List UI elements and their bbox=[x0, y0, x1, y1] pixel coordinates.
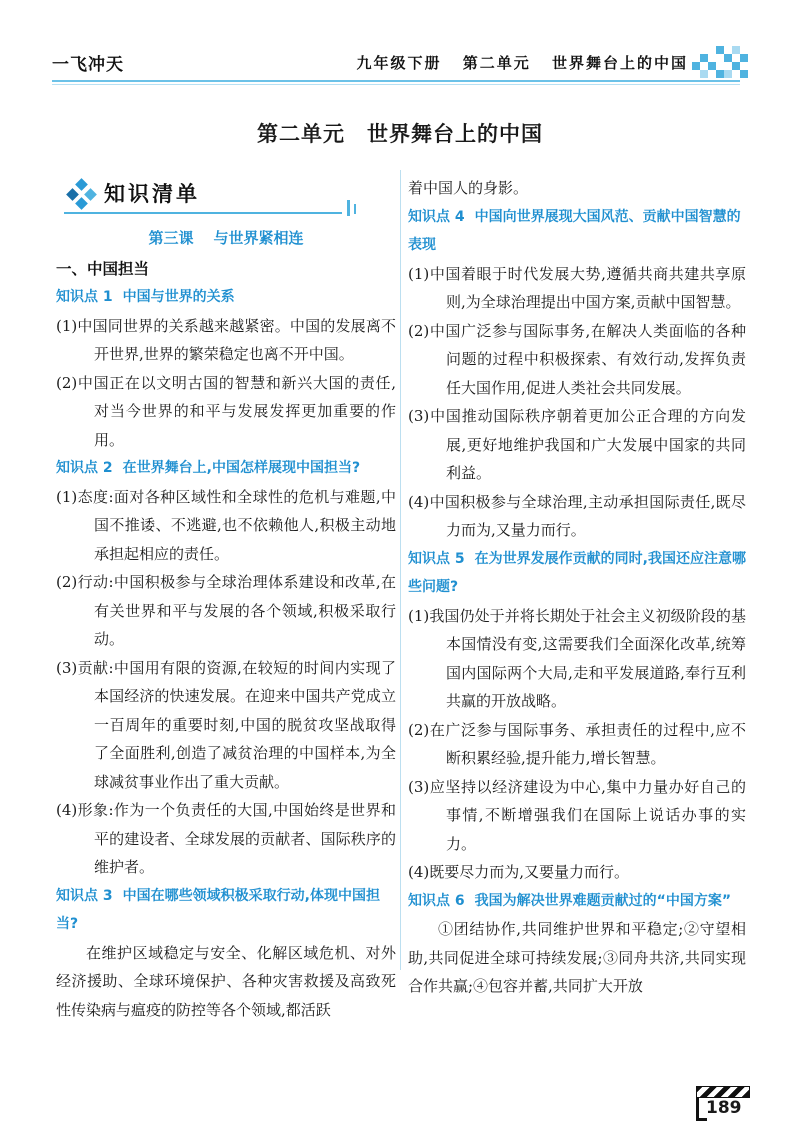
kp5-label: 知识点 5 bbox=[408, 550, 465, 567]
kp1-item: (2)中国正在以文明古国的智慧和新兴大国的责任,对当今世界的和平与发展发挥更加重要的作用。 bbox=[56, 373, 396, 449]
kp2-label: 知识点 2 bbox=[56, 460, 113, 476]
lesson-heading bbox=[56, 224, 396, 253]
kp3-continuation: 着中国人的身影。 bbox=[408, 179, 529, 197]
header-rule-thin bbox=[52, 84, 740, 85]
right-column bbox=[408, 174, 746, 1001]
lesson-title: 与世界紧相连 bbox=[213, 229, 304, 247]
kp6-title: 我国为解决世界难题贡献过的“中国方案” bbox=[474, 892, 732, 909]
kp4-item: (1)中国着眼于时代发展大势,遵循共商共建共享原则,为全球治理提出中国方案,贡献中国智慧。 bbox=[408, 264, 746, 311]
banner-bar-small bbox=[354, 204, 356, 214]
kp2-item: (2)行动:中国积极参与全球治理体系建设和改革,在有关世界和平与发展的各个领域,积极采取行动。 bbox=[56, 573, 396, 648]
knowledge-point-6-heading bbox=[408, 887, 746, 916]
kp1-item: (1)中国同世界的关系越来越紧密。中国的发展离不开世界,世界的繁荣稳定也离不开中国。 bbox=[56, 316, 396, 363]
kp4-title: 中国向世界展现大国风范、贡献中国智慧的表现 bbox=[408, 208, 741, 253]
kp4-label: 知识点 4 bbox=[408, 208, 465, 225]
clapper-stripe-icon bbox=[696, 1086, 750, 1098]
knowledge-point-5-heading bbox=[408, 545, 746, 602]
knowledge-point-4-heading bbox=[408, 203, 746, 260]
checker-decoration-icon bbox=[692, 46, 748, 78]
knowledge-point-3-heading bbox=[56, 882, 396, 939]
banner-bar bbox=[347, 200, 350, 216]
running-grade: 九年级下册 bbox=[356, 54, 442, 72]
kp5-title: 在为世界发展作贡献的同时,我国还应注意哪些问题? bbox=[408, 550, 746, 595]
kp1-title: 中国与世界的关系 bbox=[122, 289, 235, 305]
kp4-item: (2)中国广泛参与国际事务,在解决人类面临的各种问题的过程中积极探索、有效行动,发挥负责任大国作用,促进人类社会共同发展。 bbox=[408, 321, 746, 397]
kp5-item: (4)既要尽力而为,又要量力而行。 bbox=[408, 863, 630, 881]
brand-text: 一飞冲天 bbox=[52, 55, 124, 75]
unit-name: 世界舞台上的中国 bbox=[367, 122, 543, 146]
page-number: 189 bbox=[706, 1098, 742, 1118]
running-topic: 世界舞台上的中国 bbox=[551, 54, 688, 72]
section-heading: 一、中国担当 bbox=[56, 259, 150, 278]
kp5-item: (3)应坚持以经济建设为中心,集中力量办好自己的事情,不断增强我们在国际上说话办事的实力。 bbox=[408, 777, 746, 853]
kp4-item: (3)中国推动国际秩序朝着更加公正合理的方向发展,更好地维护我国和广大发展中国家的共同利益。 bbox=[408, 407, 746, 482]
banner-title: 知识清单 bbox=[104, 182, 200, 206]
header-rule bbox=[52, 80, 740, 82]
kp6-label: 知识点 6 bbox=[408, 892, 465, 909]
kp5-item: (1)我国仍处于并将长期处于社会主义初级阶段的基本国情没有变,这需要我们全面深化改革,统筹国内国际两个大局,走和平发展道路,奉行互利共赢的开放战略。 bbox=[408, 606, 746, 710]
left-column bbox=[56, 174, 396, 1024]
kp3-paragraph: 在维护区域稳定与安全、化解区域危机、对外经济援助、全球环境保护、各种灾害救援及高致死性传染病与瘟疫的防控等各个领域,都活跃 bbox=[56, 943, 396, 1019]
kp3-title: 中国在哪些领域积极采取行动,体现中国担当? bbox=[56, 887, 380, 932]
kp2-item: (4)形象:作为一个负责任的大国,中国始终是世界和平的建设者、全球发展的贡献者、国际秩序的维护者。 bbox=[56, 801, 396, 876]
kp1-label: 知识点 1 bbox=[56, 289, 113, 305]
page-number-badge bbox=[694, 1086, 752, 1122]
knowledge-point-1-heading bbox=[56, 283, 396, 312]
kp2-item: (3)贡献:中国用有限的资源,在较短的时间内实现了本国经济的快速发展。在迎来中国共产党成立一百周年的重要时刻,中国的脱贫攻坚战取得了全面胜利,创造了减贫治理的中国样本,为全球减贫事业作出了重大贡献。 bbox=[56, 658, 396, 791]
knowledge-list-banner bbox=[56, 174, 396, 218]
kp3-label: 知识点 3 bbox=[56, 887, 113, 904]
unit-title bbox=[0, 118, 800, 148]
knowledge-point-2-heading bbox=[56, 454, 396, 483]
running-unit: 第二单元 bbox=[462, 54, 531, 72]
diamond-cluster-icon bbox=[64, 178, 98, 212]
unit-label: 第二单元 bbox=[257, 122, 345, 146]
kp6-paragraph: ①团结协作,共同维护世界和平稳定;②守望相助,共同促进全球可持续发展;③同舟共济,共同实现合作共赢;④包容并蓄,共同扩大开放 bbox=[408, 920, 746, 995]
brand-logo bbox=[52, 50, 124, 75]
kp5-item: (2)在广泛参与国际事务、承担责任的过程中,应不断积累经验,提升能力,增长智慧。 bbox=[408, 720, 746, 767]
kp4-item: (4)中国积极参与全球治理,主动承担国际责任,既尽力而为,又量力而行。 bbox=[408, 492, 746, 539]
running-title bbox=[342, 52, 688, 73]
page-header bbox=[0, 0, 800, 92]
kp2-title: 在世界舞台上,中国怎样展现中国担当? bbox=[122, 460, 361, 476]
banner-underline bbox=[64, 212, 342, 214]
column-divider bbox=[400, 170, 401, 970]
lesson-label: 第三课 bbox=[148, 229, 194, 247]
kp2-item: (1)态度:面对各种区域性和全球性的危机与难题,中国不推诿、不逃避,也不依赖他人,积极主动地承担起相应的责任。 bbox=[56, 487, 396, 563]
